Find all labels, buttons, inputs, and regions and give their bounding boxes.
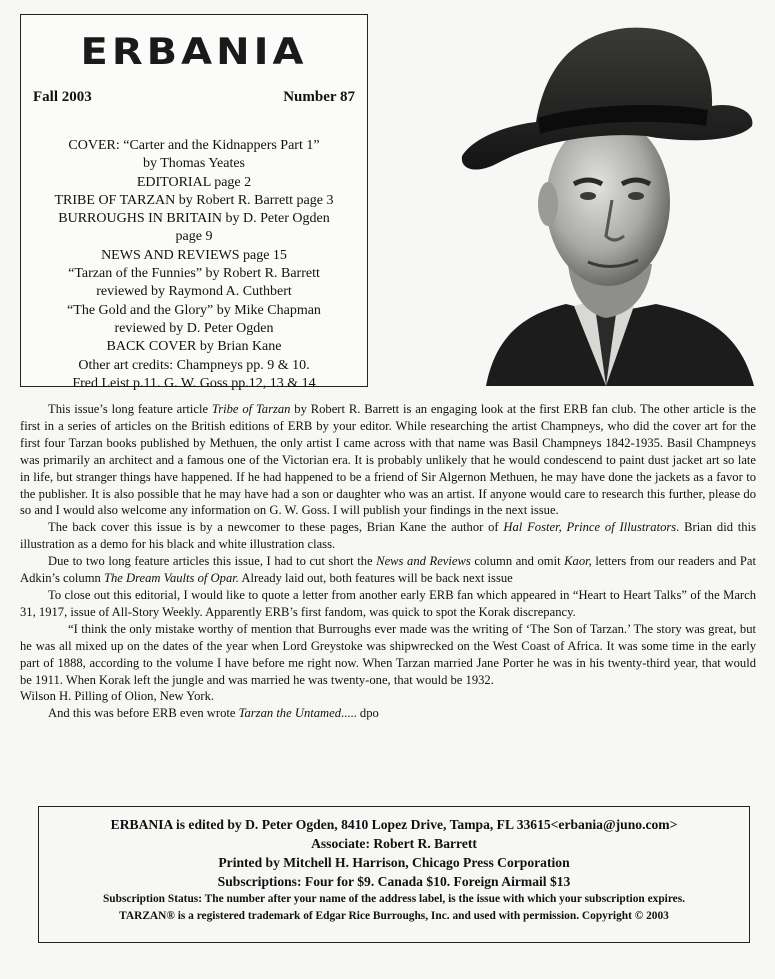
trademark-line: TARZAN® is a registered trademark of Edgar Rice Burroughs, Inc. and used with permission. Copyright © 2003 bbox=[119, 910, 669, 922]
editorial-closing: And this was before ERB even wrote Tarzan the Untamed..... dpo bbox=[48, 706, 379, 721]
toc-line: Fred Leist p.11. G. W. Goss pp.12, 13 & 14 bbox=[72, 375, 316, 391]
editorial-text bbox=[20, 401, 756, 722]
toc-line: BACK COVER by Brian Kane bbox=[106, 339, 282, 355]
editor-line: ERBANIA is edited by D. Peter Ogden, 8410 Lopez Drive, Tampa, FL 33615<erbania@juno.com> bbox=[110, 817, 678, 832]
issue-date: Fall 2003 bbox=[33, 89, 92, 105]
article-title: Tribe of Tarzan bbox=[211, 402, 291, 416]
toc-line: NEWS AND REVIEWS page 15 bbox=[101, 247, 287, 263]
issue-number: Number 87 bbox=[283, 89, 355, 105]
toc-line: COVER: “Carter and the Kidnappers Part 1” bbox=[68, 138, 320, 153]
printer-line: Printed by Mitchell H. Harrison, Chicago Press Corporation bbox=[218, 855, 570, 870]
editorial-paragraph: This issue’s long feature article Tribe of Tarzan by Robert R. Barrett is an engaging look at the first ERB fan club. The other article is the first in a series of articles on the British editions of ERB by your editor. While researching the artist Champneys, who did the cover art for the first four Tarzan books published by Methuen, the only artist I came across with that name was Basil Champneys 1842-1935. Basil Champneys was primarily an architect and a famous one of the Victorian era. It is probably unlikely that he would condescend to paint dust jacket art so late in life, but stranger things have happened. If he had happened to be a friend of Sir Algernon Methuen, he may have done the jackets as a favor to the publisher. It is also possible that he may have had a son or daughter who was an artist. If anyone would care to research this further, please do so and I would also welcome any information on G. W. Goss. I will publish your findings in the next issue. bbox=[20, 402, 756, 518]
book-title: Tarzan the Untamed bbox=[238, 706, 342, 721]
toc-line: TRIBE OF TARZAN by Robert R. Barrett page 3 bbox=[54, 192, 334, 208]
editorial-paragraph: The back cover this issue is by a newcomer to these pages, Brian Kane the author of Hal Foster, Prince of Illustrators. Brian did this illustration as a demo for his black and white illustration class. bbox=[20, 520, 756, 552]
column-title: Kaor, bbox=[564, 554, 592, 569]
editorial-paragraph: Due to two long feature articles this issue, I had to cut short the News and Reviews column and omit Kaor, letters from our readers and Pat Adkin’s column The Dream Vaults of Opar. Already laid out, both features will be back next issue bbox=[20, 554, 756, 586]
masthead-credits-box bbox=[38, 806, 750, 943]
table-of-contents bbox=[21, 137, 367, 393]
toc-line: “The Gold and the Glory” by Mike Chapman bbox=[67, 302, 321, 318]
toc-line: reviewed by D. Peter Ogden bbox=[114, 320, 274, 336]
column-title: The Dream Vaults of Opar. bbox=[103, 571, 239, 586]
toc-line: “Tarzan of the Funnies” by Robert R. Barrett bbox=[68, 266, 320, 282]
quoted-letter: “I think the only mistake worthy of mention that Burroughs ever made was the writing of ‘The Son of Tarzan.’ The story was great, but he was all mixed up on the dates of the year when Lord Greystoke was shipwrecked on the West Coast of Africa. It was some time in the early part of 1888, according to the volume I have before me right now. When Tarzan married Jane Porter he was in his twenty-third year, that would be 1911. When Korak left the jungle and was married he was twenty-one, that would be 1932. bbox=[20, 621, 756, 687]
toc-line: BURROUGHS IN BRITAIN by D. Peter Ogden bbox=[58, 211, 330, 227]
contents-box bbox=[20, 14, 368, 391]
column-title: News and Reviews bbox=[376, 554, 471, 569]
associate-line: Associate: Robert R. Barrett bbox=[311, 836, 477, 851]
letter-signature: Wilson H. Pilling of Olion, New York. bbox=[20, 689, 215, 704]
masthead-title: ERBANIA bbox=[80, 30, 308, 74]
portrait-photo bbox=[456, 14, 756, 386]
editorial-paragraph: To close out this editorial, I would like to quote a letter from another early ERB fan which appeared in “Heart to Heart Talks” of the March 31, 1917, issue of All-Story Weekly. Apparently ERB’s first fandom, was quick to spot the Korak discrepancy. bbox=[20, 587, 756, 619]
toc-line: Other art credits: Champneys pp. 9 & 10. bbox=[78, 357, 310, 373]
book-title: Hal Foster, Prince of Illustrators bbox=[503, 520, 677, 535]
toc-line: reviewed by Raymond A. Cuthbert bbox=[96, 284, 292, 300]
toc-line: EDITORIAL page 2 bbox=[136, 174, 252, 190]
subscription-status-line: Subscription Status: The number after your name of the address label, is the issue with which your subscription expires. bbox=[102, 893, 686, 905]
toc-line: by Thomas Yeates bbox=[142, 156, 246, 172]
subscription-line: Subscriptions: Four for $9. Canada $10. Foreign Airmail $13 bbox=[217, 874, 571, 889]
toc-line: page 9 bbox=[175, 229, 213, 245]
